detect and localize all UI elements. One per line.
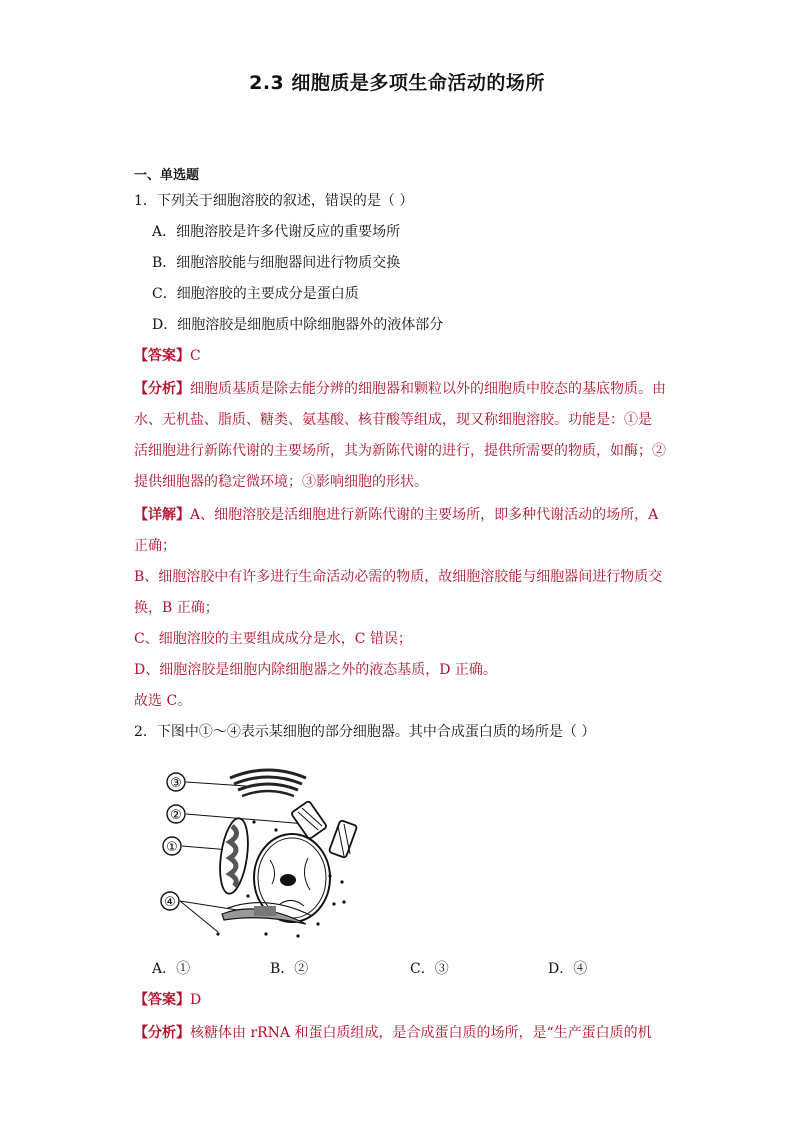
section-heading: 一、单选题 [134, 168, 200, 183]
q1-detail-line-7: 故选 C。 [134, 693, 192, 709]
q1-option-d: D．细胞溶胶是细胞质中除细胞器外的液体部分 [152, 317, 444, 333]
answer-value: C [190, 348, 201, 364]
detail-text: A、细胞溶胶是活细胞进行新陈代谢的主要场所，即多种代谢活动的场所，A [190, 507, 659, 523]
q2-option-d: D．④ [548, 961, 588, 977]
q2-option-c: C．③ [410, 961, 449, 977]
q1-option-b: B．细胞溶胶能与细胞器间进行物质交换 [152, 255, 401, 271]
question-1-stem: 1．下列关于细胞溶胶的叙述，错误的是（ ） [134, 193, 414, 209]
label-1: ① [166, 840, 178, 855]
cell-diagram-svg [158, 764, 368, 944]
q1-analysis-line-2: 水、无机盐、脂质、糖类、氨基酸、核苷酸等组成，现又称细胞溶胶。功能是：①是 [134, 412, 652, 428]
answer-tag: 【答案】 [134, 992, 190, 1008]
label-4: ④ [164, 895, 176, 910]
label-3: ③ [170, 776, 182, 791]
q1-answer [134, 346, 674, 366]
q1-analysis-line-1 [134, 379, 674, 399]
q1-detail-line-4: 换，B 正确； [134, 600, 219, 616]
q1-detail-line-5: C、细胞溶胶的主要组成成分是水，C 错误； [134, 631, 412, 647]
q1-detail-line-1 [134, 505, 674, 525]
q1-analysis-line-4: 提供细胞器的稳定微环境；③影响细胞的形状。 [134, 474, 428, 490]
analysis-text: 细胞质基质是除去能分辨的细胞器和颗粒以外的细胞质中胶态的基底物质。由 [190, 381, 666, 397]
cell-organelle-diagram [158, 764, 368, 944]
detail-tag: 【详解】 [134, 507, 190, 523]
page-title: 2.3 细胞质是多项生命活动的场所 [249, 72, 545, 94]
answer-tag: 【答案】 [134, 348, 190, 364]
q2-answer [134, 990, 674, 1010]
q1-detail-line-2: 正确； [134, 538, 176, 554]
q2-option-a: A．① [152, 961, 191, 977]
q1-analysis-line-3: 活细胞进行新陈代谢的主要场所，其为新陈代谢的进行，提供所需要的物质，如酶；② [134, 443, 666, 459]
q1-detail-line-3: B、细胞溶胶中有许多进行生命活动必需的物质，故细胞溶胶能与细胞器间进行物质交 [134, 569, 663, 585]
q2-option-b: B．② [270, 961, 309, 977]
q2-analysis-line-1 [134, 1023, 674, 1043]
question-2-stem: 2．下图中①～④表示某细胞的部分细胞器。其中合成蛋白质的场所是（ ） [134, 724, 596, 740]
q1-detail-line-6: D、细胞溶胶是细胞内除细胞器之外的液态基质，D 正确。 [134, 662, 497, 678]
analysis-tag: 【分析】 [134, 381, 190, 397]
label-2: ② [170, 808, 182, 823]
answer-value: D [190, 992, 202, 1008]
q2-options [134, 958, 694, 980]
q1-option-c: C．细胞溶胶的主要成分是蛋白质 [152, 286, 359, 302]
analysis-tag: 【分析】 [134, 1025, 190, 1041]
analysis-text: 核糖体由 rRNA 和蛋白质组成，是合成蛋白质的场所，是“生产蛋白质的机 [190, 1025, 652, 1041]
q1-option-a: A．细胞溶胶是许多代谢反应的重要场所 [152, 224, 401, 240]
